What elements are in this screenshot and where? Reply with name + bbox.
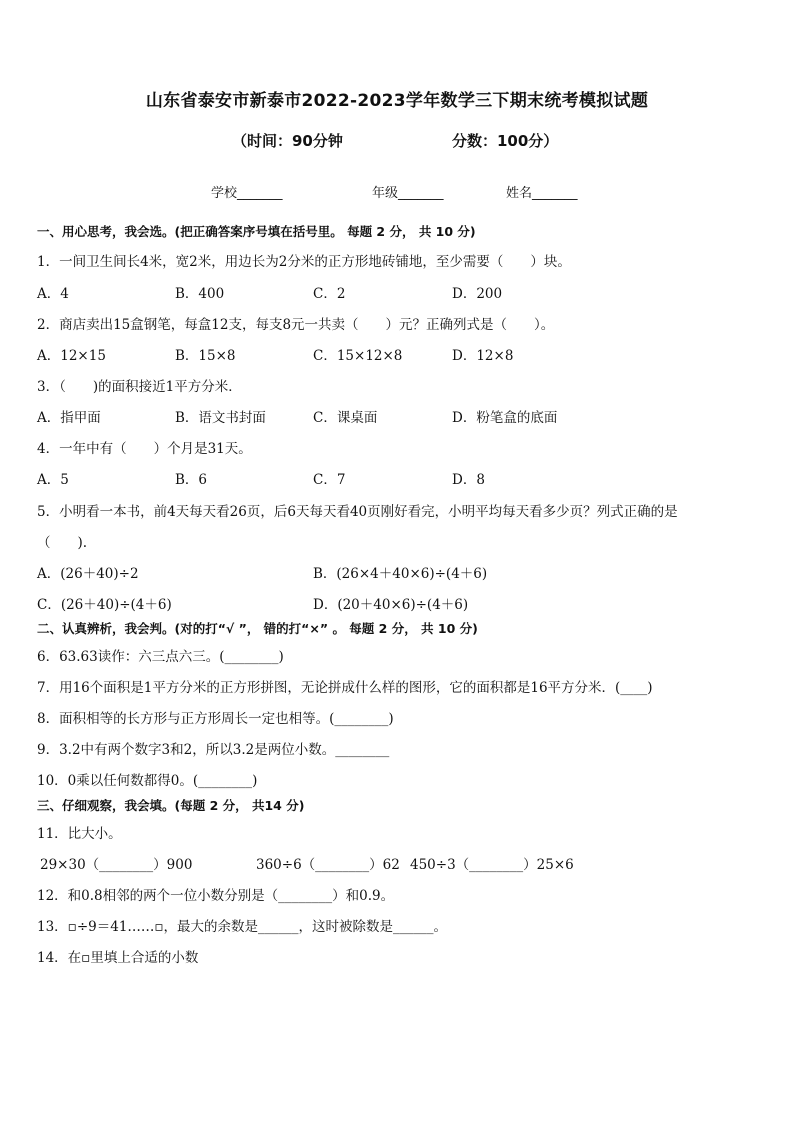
question-10: 10．0乘以任何数都得0。(________)	[37, 773, 258, 789]
q1-option-c[interactable]: C．2	[313, 286, 346, 302]
exam-title: 山东省泰安市新泰市2022-2023学年数学三下期末统考模拟试题	[145, 91, 649, 111]
question-8: 8．面积相等的长方形与正方形周长一定也相等。(________)	[37, 711, 394, 727]
school-field[interactable]: 学校_______	[211, 186, 283, 201]
q3-option-d[interactable]: D．粉笔盒的底面	[452, 410, 558, 426]
section2-heading: 二、认真辨析，我会判。(对的打“√ ”， 错的打“×” 。 每题 2 分， 共 10 分)	[37, 621, 478, 636]
q5-option-c[interactable]: C．(26＋40)÷(4＋6)	[37, 597, 172, 613]
q1-option-b[interactable]: B．400	[175, 286, 225, 302]
q11-item-3[interactable]: 450÷3（________）25×6	[410, 857, 574, 873]
q1-option-d[interactable]: D．200	[452, 286, 503, 302]
question-5: 5．小明看一本书，前4天每天看26页，后6天每天看40页刚好看完，小明平均每天看多少页？列式正确的是	[37, 504, 678, 520]
q5-option-a[interactable]: A．(26＋40)÷2	[37, 566, 139, 582]
name-field[interactable]: 姓名_______	[506, 186, 578, 201]
question-1: 1．一间卫生间长4米，宽2米，用边长为2分米的正方形地砖铺地，至少需要（ ）块。	[37, 254, 571, 270]
q3-option-a[interactable]: A．指甲面	[37, 410, 101, 426]
q3-option-b[interactable]: B．语文书封面	[175, 410, 266, 426]
q5-option-b[interactable]: B．(26×4＋40×6)÷(4＋6)	[313, 566, 488, 582]
question-3: 3．（ )的面积接近1平方分米．	[37, 379, 242, 395]
section3-heading: 三、仔细观察，我会填。(每题 2 分， 共14 分)	[37, 798, 305, 813]
question-5-continued: （ ).	[37, 535, 88, 551]
q4-option-d[interactable]: D．8	[452, 472, 485, 488]
exam-time: （时间：90分钟	[232, 132, 343, 150]
q4-option-c[interactable]: C．7	[313, 472, 346, 488]
question-2: 2．商店卖出15盒钢笔，每盒12支，每支8元一共卖（ ）元？正确列式是（ ）。	[37, 317, 555, 333]
question-7: 7．用16个面积是1平方分米的正方形拼图，无论拼成什么样的图形，它的面积都是16平方分米．(____)	[37, 680, 653, 696]
q4-option-b[interactable]: B．6	[175, 472, 208, 488]
question-11: 11．比大小。	[37, 826, 122, 842]
q4-option-a[interactable]: A．5	[37, 472, 69, 488]
q2-option-b[interactable]: B．15×8	[175, 348, 236, 364]
q5-option-d[interactable]: D．(20＋40×6)÷(4＋6)	[313, 597, 469, 613]
q2-option-a[interactable]: A．12×15	[37, 348, 106, 364]
q2-option-d[interactable]: D．12×8	[452, 348, 514, 364]
question-9: 9．3.2中有两个数字3和2，所以3.2是两位小数。________	[37, 742, 390, 758]
exam-score: 分数：100分）	[452, 132, 559, 150]
question-13: 13．▫÷9＝41……▫，最大的余数是______，这时被除数是______。	[37, 919, 448, 935]
question-12: 12．和0.8相邻的两个一位小数分别是（________）和0.9。	[37, 888, 395, 904]
section1-heading: 一、用心思考，我会选。(把正确答案序号填在括号里。 每题 2 分， 共 10 分)	[37, 224, 476, 239]
grade-field[interactable]: 年级_______	[372, 186, 444, 201]
q11-item-1[interactable]: 29×30（________）900	[40, 857, 193, 873]
q11-item-2[interactable]: 360÷6（________）62	[256, 857, 400, 873]
q2-option-c[interactable]: C．15×12×8	[313, 348, 403, 364]
q1-option-a[interactable]: A．4	[37, 286, 69, 302]
question-14: 14．在▫里填上合适的小数	[37, 950, 199, 966]
q3-option-c[interactable]: C．课桌面	[313, 410, 378, 426]
question-6: 6．63.63读作：六三点六三。(________)	[37, 649, 284, 665]
question-4: 4．一年中有（ ）个月是31天。	[37, 441, 252, 457]
